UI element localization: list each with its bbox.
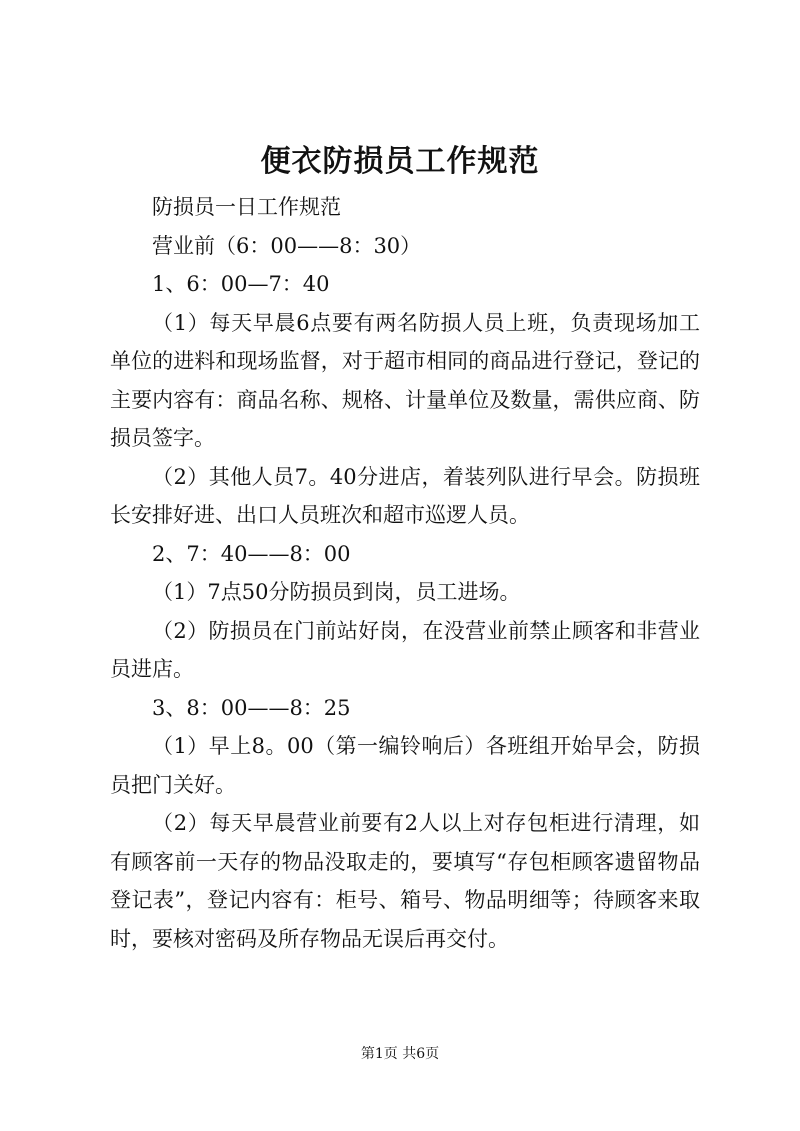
paragraph-step-1-2: （2）其他人员7。40分进店，着装列队进行早会。防损班长安排好进、出口人员班次和超市巡逻人员。: [110, 464, 700, 527]
document-body: [110, 188, 700, 958]
paragraph-step-3-2: （2）每天早晨营业前要有2人以上对存包柜进行清理，如有顾客前一天存的物品没取走的，要填写“存包柜顾客遗留物品登记表”，登记内容有：柜号、箱号、物品明细等；待顾客来取时，要核对密码及所存物品无误后再交付。: [110, 811, 700, 951]
time-heading: 营业前（6：00——8：30）: [152, 233, 422, 258]
paragraph-step-3-1: （1）早上8。00（第一编铃响后）各班组开始早会，防损员把门关好。: [110, 734, 700, 797]
step-heading-3: 3、8：00——8：25: [152, 695, 351, 720]
document-title: 便衣防损员工作规范: [260, 144, 540, 179]
page-footer: 第1页 共6页: [360, 1046, 440, 1062]
step-heading-2: 2、7：40——8：00: [152, 541, 351, 566]
paragraph-step-2-2: （2）防损员在门前站好岗，在没营业前禁止顾客和非营业员进店。: [110, 618, 700, 681]
step-heading-1: 1、6：00—7：40: [152, 272, 330, 296]
section-heading: 防损员一日工作规范: [152, 195, 341, 219]
paragraph-step-1-1: （1）每天早晨6点要有两名防损人员上班，负责现场加工单位的进料和现场监督，对于超市相同的商品进行登记，登记的主要内容有：商品名称、规格、计量单位及数量，需供应商、防损员签字。: [110, 310, 700, 450]
paragraph-step-2-1: （1）7点50分防损员到岗，员工进场。: [152, 580, 521, 604]
